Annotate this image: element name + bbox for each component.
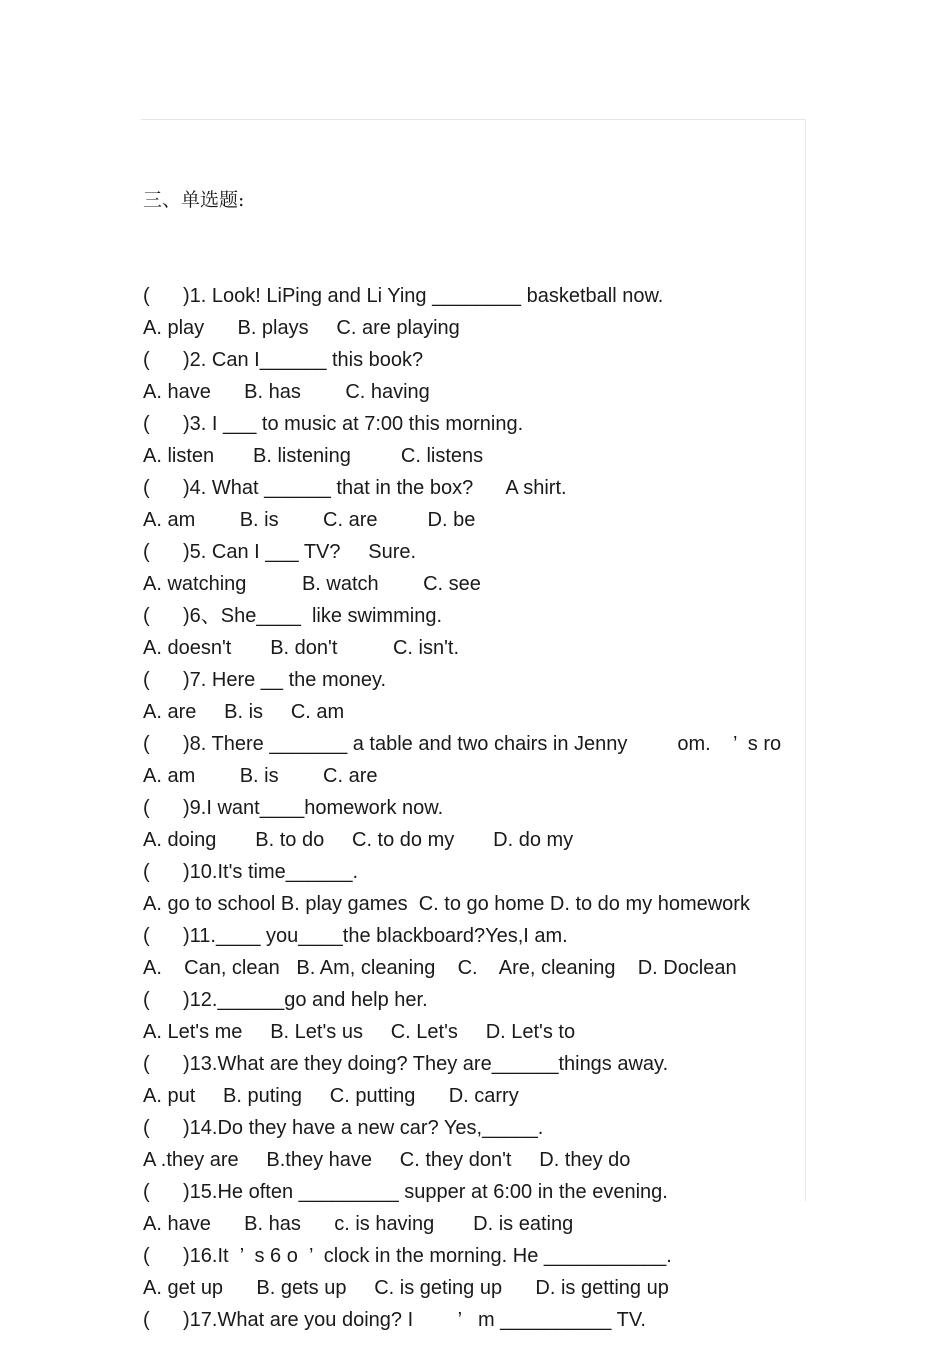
options-5: A. watching B. watch C. see xyxy=(143,573,481,595)
options-9: A. doing B. to do C. to do my D. do my xyxy=(143,829,574,851)
question-14: ( )14.Do they have a new car? Yes,_____. xyxy=(143,1117,544,1139)
options-8: A. am B. is C. are xyxy=(143,765,378,787)
worksheet xyxy=(143,120,843,1368)
options-7: A. are B. is C. am xyxy=(143,701,345,723)
question-6: ( )6、She____ like swimming. xyxy=(143,605,442,627)
question-17: ( )17.What are you doing? I ’ m __________ TV. xyxy=(143,1309,646,1331)
question-16: ( )16.It ’ s 6 o ’ clock in the morning. He ___________. xyxy=(143,1245,672,1267)
question-13: ( )13.What are they doing? They are______things away. xyxy=(143,1053,669,1075)
question-9: ( )9.I want____homework now. xyxy=(143,797,444,819)
options-2: A. have B. has C. having xyxy=(143,381,430,403)
question-8: ( )8. There _______ a table and two chairs in Jenny om. ’ s ro xyxy=(143,733,782,755)
section-heading: 三、单选题: xyxy=(143,189,245,211)
question-list xyxy=(143,280,843,1336)
options-15: A. have B. has c. is having D. is eating xyxy=(143,1213,574,1235)
question-5: ( )5. Can I ___ TV? Sure. xyxy=(143,541,417,563)
options-14: A .they are B.they have C. they don't D. they do xyxy=(143,1149,631,1171)
options-12: A. Let's me B. Let's us C. Let's D. Let's to xyxy=(143,1021,576,1043)
options-13: A. put B. puting C. putting D. carry xyxy=(143,1085,519,1107)
question-4: ( )4. What ______ that in the box? A shirt. xyxy=(143,477,567,499)
options-11: A. Can, clean B. Am, cleaning C. Are, cleaning D. Doclean xyxy=(143,957,737,979)
options-4: A. am B. is C. are D. be xyxy=(143,509,476,531)
question-3: ( )3. I ___ to music at 7:00 this morning. xyxy=(143,413,524,435)
question-11: ( )11.____ you____the blackboard?Yes,I am. xyxy=(143,925,568,947)
question-1: ( )1. Look! LiPing and Li Ying ________ basketball now. xyxy=(143,285,664,307)
question-10: ( )10.It's time______. xyxy=(143,861,359,883)
question-2: ( )2. Can I______ this book? xyxy=(143,349,424,371)
options-1: A. play B. plays C. are playing xyxy=(143,317,460,339)
options-10: A. go to school B. play games C. to go home D. to do my homework xyxy=(143,893,750,915)
options-16: A. get up B. gets up C. is geting up D. is getting up xyxy=(143,1277,669,1299)
question-15: ( )15.He often _________ supper at 6:00 in the evening. xyxy=(143,1181,668,1203)
options-6: A. doesn't B. don't C. isn't. xyxy=(143,637,460,659)
question-12: ( )12.______go and help her. xyxy=(143,989,428,1011)
options-3: A. listen B. listening C. listens xyxy=(143,445,484,467)
question-7: ( )7. Here __ the money. xyxy=(143,669,387,691)
